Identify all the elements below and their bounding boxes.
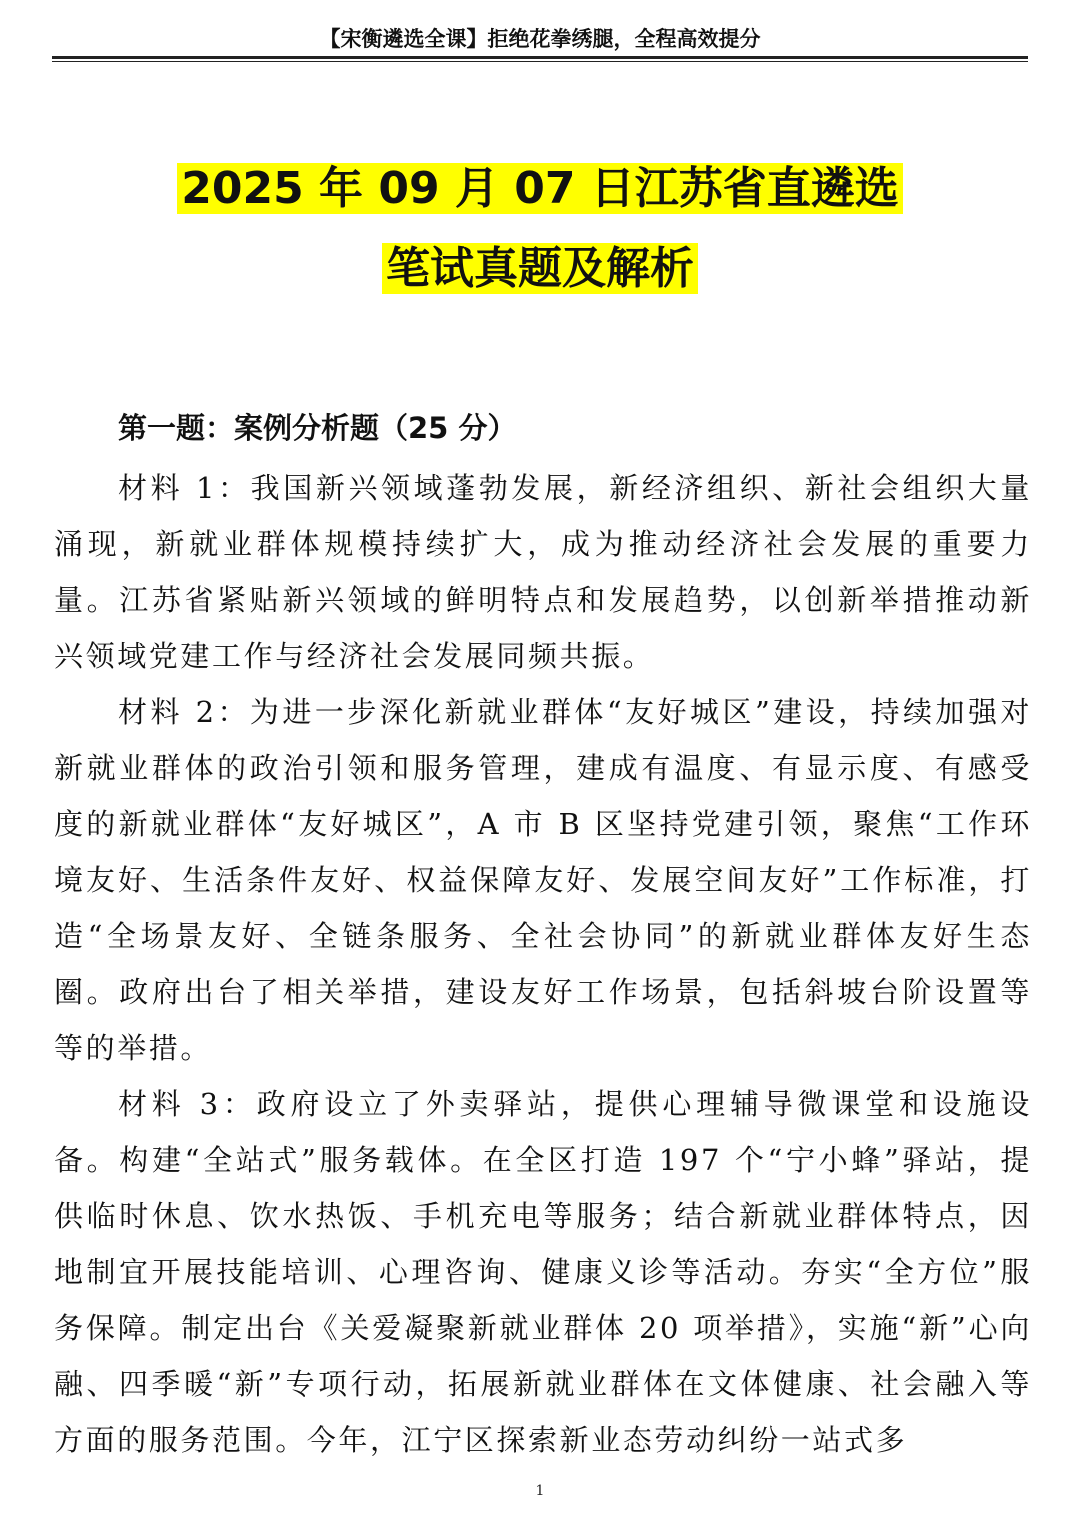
title-highlight-1: 2025 年 09 月 07 日江苏省直遴选	[177, 163, 903, 214]
document-title-line-1	[0, 153, 1080, 225]
page-number: 1	[535, 1483, 545, 1499]
material-paragraph-1: 材料 1：我国新兴领域蓬勃发展，新经济组织、新社会组织大量涌现，新就业群体规模持续扩大，成为推动经济社会发展的重要力量。江苏省紧贴新兴领域的鲜明特点和发展趋势，以创新举措推动新兴领域党建工作与经济社会发展同频共振。	[54, 471, 1032, 673]
page-header: 【宋衡遴选全课】拒绝花拳绣腿，全程高效提分	[319, 27, 761, 51]
material-paragraph-3: 材料 3：政府设立了外卖驿站，提供心理辅导微课堂和设施设备。构建“全站式”服务载体。在全区打造 197 个“宁小蜂”驿站，提供临时休息、饮水热饭、手机充电等服务；结合新就业群体特点，因地制宜开展技能培训、心理咨询、健康义诊等活动。夯实“全方位”服务保障。制定出台《关爱凝聚新就业群体 20 项举措》，实施“新”心向融、四季暖“新”专项行动，拓展新就业群体在文体健康、社会融入等方面的服务范围。今年，江宁区探索新业态劳动纠纷一站式多	[54, 1087, 1032, 1457]
question-heading: 第一题：案例分析题（25 分）	[118, 411, 517, 445]
material-paragraph-2: 材料 2：为进一步深化新就业群体“友好城区”建设，持续加强对新就业群体的政治引领和服务管理，建成有温度、有显示度、有感受度的新就业群体“友好城区”，A 市 B 区坚持党建引领，聚焦“工作环境友好、生活条件友好、权益保障友好、发展空间友好”工作标准，打造“全场景友好、全链条服务、全社会协同”的新就业群体友好生态圈。政府出台了相关举措，建设友好工作场景，包括斜坡台阶设置等等的举措。	[54, 695, 1032, 1065]
title-highlight-2: 笔试真题及解析	[382, 243, 698, 294]
header-divider-thin	[52, 61, 1028, 62]
materials-body	[54, 460, 1032, 1468]
document-title-line-2	[0, 233, 1080, 305]
header-divider	[52, 56, 1028, 59]
